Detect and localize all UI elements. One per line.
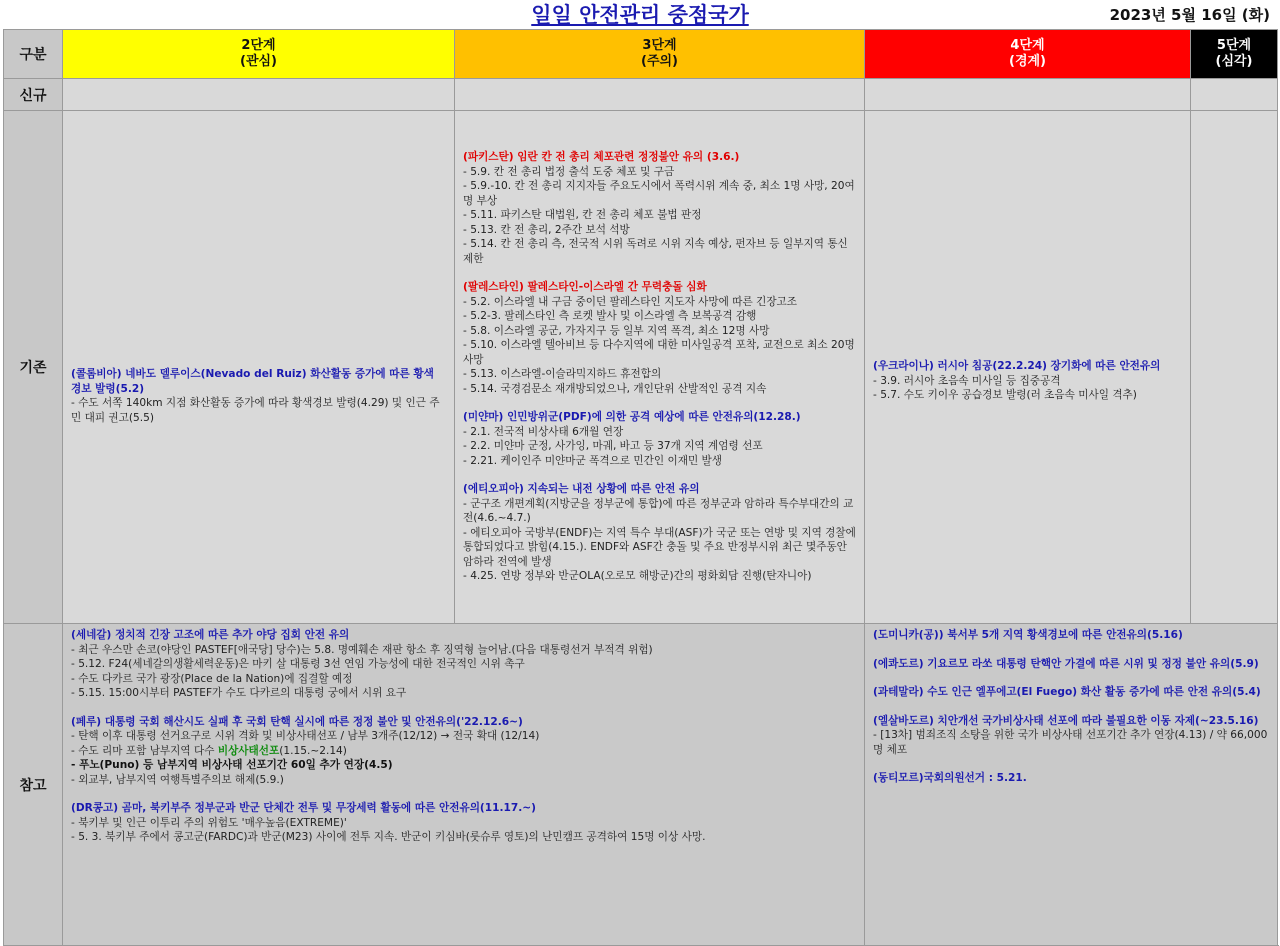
page-title: 일일 안전관리 중점국가 (531, 3, 749, 27)
elsalvador-title: (엘살바도르) 치안개선 국가비상사태 선포에 따라 불필요한 이동 자제(~23.5.16) (873, 714, 1259, 727)
elsalvador-block (873, 714, 1269, 758)
ethiopia-title: (에티오피아) 지속되는 내전 상황에 따른 안전 유의 (463, 483, 700, 496)
pakistan-line: - 5.13. 칸 전 총리, 2주간 보석 석방 (463, 223, 630, 236)
reference-row (4, 624, 1278, 946)
level3-desc: (주의) (641, 54, 678, 69)
pakistan-title: (파키스탄) 임란 칸 전 총리 체포관련 정정불안 유의 (3.6.) (463, 151, 740, 164)
level3-header (455, 30, 865, 79)
myanmar-line: - 2.1. 전국적 비상사태 6개월 연장 (463, 425, 624, 438)
drc-title: (DR콩고) 곰마, 북키부주 정부군과 반군 단체간 전투 및 무장세력 활동에 따른 안전유의(11.17.~) (71, 802, 537, 814)
guatemala-block (873, 685, 1269, 700)
level4-name: 4단계 (1010, 38, 1045, 53)
dominica-block (873, 628, 1269, 643)
level2-header (63, 30, 455, 79)
palestine-line: - 5.14. 국경검문소 재개방되었으나, 개인단위 산발적인 공격 지속 (463, 382, 767, 395)
level4-header (865, 30, 1191, 79)
myanmar-line: - 2.2. 미얀마 군정, 사가잉, 마궤, 바고 등 37개 지역 계엄령 선포 (463, 440, 763, 453)
new-level3-cell (455, 79, 865, 111)
senegal-line: - 수도 다카르 국가 광장(Place de la Nation)에 집결할 예정 (71, 672, 353, 685)
ethiopia-line: - 군구조 개편계획(지방군을 정부군에 통합)에 따른 정부군과 암하라 특수부대간의 교전(4.6.~4.7.) (463, 497, 854, 525)
new-level5-cell (1191, 79, 1278, 111)
peru-line (71, 744, 834, 759)
peru-line-period: (1.15.~2.14) (279, 744, 347, 757)
peru-line-text: - 수도 리마 포함 남부지역 다수 (71, 744, 218, 757)
peru-emergency-highlight: 비상사태선포 (217, 744, 280, 757)
peru-line: - 외교부, 남부지역 여행특별주의보 해제(5.9.) (71, 773, 284, 786)
palestine-line: - 5.8. 이스라엘 공군, 가자지구 등 일부 지역 폭격, 최소 12명 사망 (463, 324, 770, 337)
ukraine-title: (우크라이나) 러시아 침공(22.2.24) 장기화에 따른 안전유의 (873, 360, 1161, 373)
level5-header (1191, 30, 1278, 79)
senegal-line: - 최근 우스만 손코(야당인 PASTEF[애국당] 당수)는 5.8. 명예훼손 재판 항소 후 징역형 늘어남.(다음 대통령선거 부적격 위험) (71, 643, 653, 656)
ukraine-line: - 3.9. 러시아 초음속 미사일 등 집중공격 (873, 374, 1061, 387)
ecuador-title: (에콰도르) 기요르모 라쏘 대통령 탄핵안 가결에 따른 시위 및 정정 불안 유의(5.9) (873, 657, 1259, 670)
colombia-block (71, 367, 446, 425)
easttimor-title: (동티모르)국회의원선거 : 5.21. (873, 772, 1027, 784)
elsalvador-line: - [13차] 범죄조직 소탕을 위한 국가 비상사태 선포기간 추가 연장(4.13) / 약 66,000명 체포 (873, 729, 1268, 756)
ethiopia-block (463, 482, 856, 584)
myanmar-line: - 2.21. 케이인주 미얀마군 폭격으로 민간인 이재민 발생 (463, 454, 723, 467)
header-row (4, 30, 1278, 79)
category-header: 구분 (4, 30, 63, 79)
reference-left-cell (63, 624, 865, 946)
level5-desc: (심각) (1215, 54, 1253, 69)
ukraine-block (873, 359, 1182, 403)
existing-level5-cell (1191, 111, 1278, 624)
existing-row (4, 111, 1278, 624)
level5-name: 5단계 (1216, 38, 1252, 53)
reference-row-label: 참고 (4, 624, 63, 946)
reference-right-cell (865, 624, 1278, 946)
guatemala-title: (과테말라) 수도 인근 엘푸에고(El Fuego) 화산 활동 증가에 따른 안전 유의(5.4) (873, 686, 1261, 698)
colombia-line: - 수도 서쪽 140km 지점 화산활동 증가에 따라 황색경보 발령(4.29) 및 인근 주민 대피 권고(5.5) (71, 397, 440, 424)
drc-line: - 북키부 및 인근 이투리 주의 위험도 '매우높음(EXTREME)' (71, 816, 347, 829)
pakistan-line: - 5.9. 칸 전 총리 법정 출석 도중 체포 및 구금 (463, 165, 675, 178)
palestine-line: - 5.10. 이스라엘 텔아비브 등 다수지역에 대한 미사일공격 포착, 교전으로 최소 20명 사망 (463, 339, 855, 366)
senegal-block (71, 628, 834, 701)
peru-title: (페루) 대통령 국회 해산시도 실패 후 국회 탄핵 실시에 따른 정정 불안 및 안전유의('22.12.6~) (71, 715, 523, 728)
existing-level2-cell (63, 111, 455, 624)
ukraine-line: - 5.7. 수도 키이우 공습경보 발령(러 초음속 미사일 격추) (873, 389, 1137, 402)
safety-table (3, 29, 1278, 946)
ecuador-block (873, 657, 1269, 672)
ethiopia-line: - 4.25. 연방 정부와 반군OLA(오로모 해방군)간의 평화회담 진행(탄자니아) (463, 570, 812, 583)
pakistan-block (463, 150, 856, 266)
senegal-title: (세네갈) 정치적 긴장 고조에 따른 추가 야당 집회 안전 유의 (71, 629, 350, 641)
existing-level4-cell (865, 111, 1191, 624)
existing-row-label: 기존 (4, 111, 63, 624)
level4-desc: (경계) (1009, 54, 1046, 69)
peru-line: - 탄핵 이후 대통령 선거요구로 시위 격화 및 비상사태선포 / 남부 3개주(12/12) → 전국 확대 (12/14) (71, 730, 540, 742)
colombia-title: (콜롬비아) 네바도 델루이스(Nevado del Ruiz) 화산활동 증가에 따른 황색 경보 발령(5.2) (71, 368, 434, 395)
level2-desc: (관심) (240, 54, 277, 69)
peru-block (71, 715, 834, 788)
existing-level3-cell (455, 111, 865, 624)
myanmar-title: (미얀마) 인민방위군(PDF)에 의한 공격 예상에 따른 안전유의(12.28.) (463, 411, 801, 424)
new-row (4, 79, 1278, 111)
dominica-title: (도미니카(공)) 북서부 5개 지역 황색경보에 따른 안전유의(5.16) (873, 629, 1183, 641)
new-row-label: 신규 (4, 79, 63, 111)
level2-name: 2단계 (241, 38, 276, 53)
myanmar-block (463, 410, 856, 468)
pakistan-line: - 5.9.-10. 칸 전 총리 지지자들 주요도시에서 폭력시위 계속 중, 최소 1명 사망, 20여명 부상 (463, 180, 855, 207)
drc-block (71, 801, 834, 845)
palestine-line: - 5.13. 이스라엘-이슬라믹지하드 휴전합의 (463, 368, 662, 381)
senegal-line: - 5.15. 15:00시부터 PASTEF가 수도 다카르의 대통령 궁에서 시위 요구 (71, 687, 407, 699)
easttimor-block (873, 771, 1269, 786)
palestine-title: (팔레스타인) 팔레스타인-이스라엘 간 무력충돌 심화 (463, 281, 707, 294)
new-level2-cell (63, 79, 455, 111)
ethiopia-line: - 에티오피아 국방부(ENDF)는 지역 특수 부대(ASF)가 국군 또는 연방 및 지역 경찰에 통합되었다고 밝힘(4.15.). ENDF와 ASF간 충돌 및 주요 반정부시위 최근 몇주동안 암하라 전역에 발생 (463, 526, 856, 568)
palestine-line: - 5.2. 이스라엘 내 구금 중이던 팔레스타인 지도자 사망에 따른 긴장고조 (463, 295, 798, 308)
level3-name: 3단계 (642, 38, 677, 53)
new-level4-cell (865, 79, 1191, 111)
senegal-line: - 5.12. F24(세네갈의생활세력운동)은 마키 살 대통령 3선 연임 가능성에 대한 전국적인 시위 촉구 (71, 658, 525, 670)
drc-line: - 5. 3. 북키부 주에서 콩고군(FARDC)과 반군(M23) 사이에 전투 지속. 반군이 키심바(룻슈루 영토)의 난민캠프 공격하여 15명 이상 사망. (71, 831, 706, 843)
palestine-line: - 5.2-3. 팔레스타인 측 로켓 발사 및 이스라엘 측 보복공격 감행 (463, 310, 757, 323)
peru-line: - 푸노(Puno) 등 남부지역 비상사태 선포기간 60일 추가 연장(4.5) (71, 759, 393, 771)
pakistan-line: - 5.14. 칸 전 총리 측, 전국적 시위 독려로 시위 지속 예상, 펀자브 등 일부지역 통신 제한 (463, 238, 848, 265)
palestine-block (463, 280, 856, 396)
pakistan-line: - 5.11. 파키스탄 대법원, 칸 전 총리 체포 불법 판정 (463, 209, 702, 222)
report-date: 2023년 5월 16일 (화) (1109, 6, 1270, 24)
